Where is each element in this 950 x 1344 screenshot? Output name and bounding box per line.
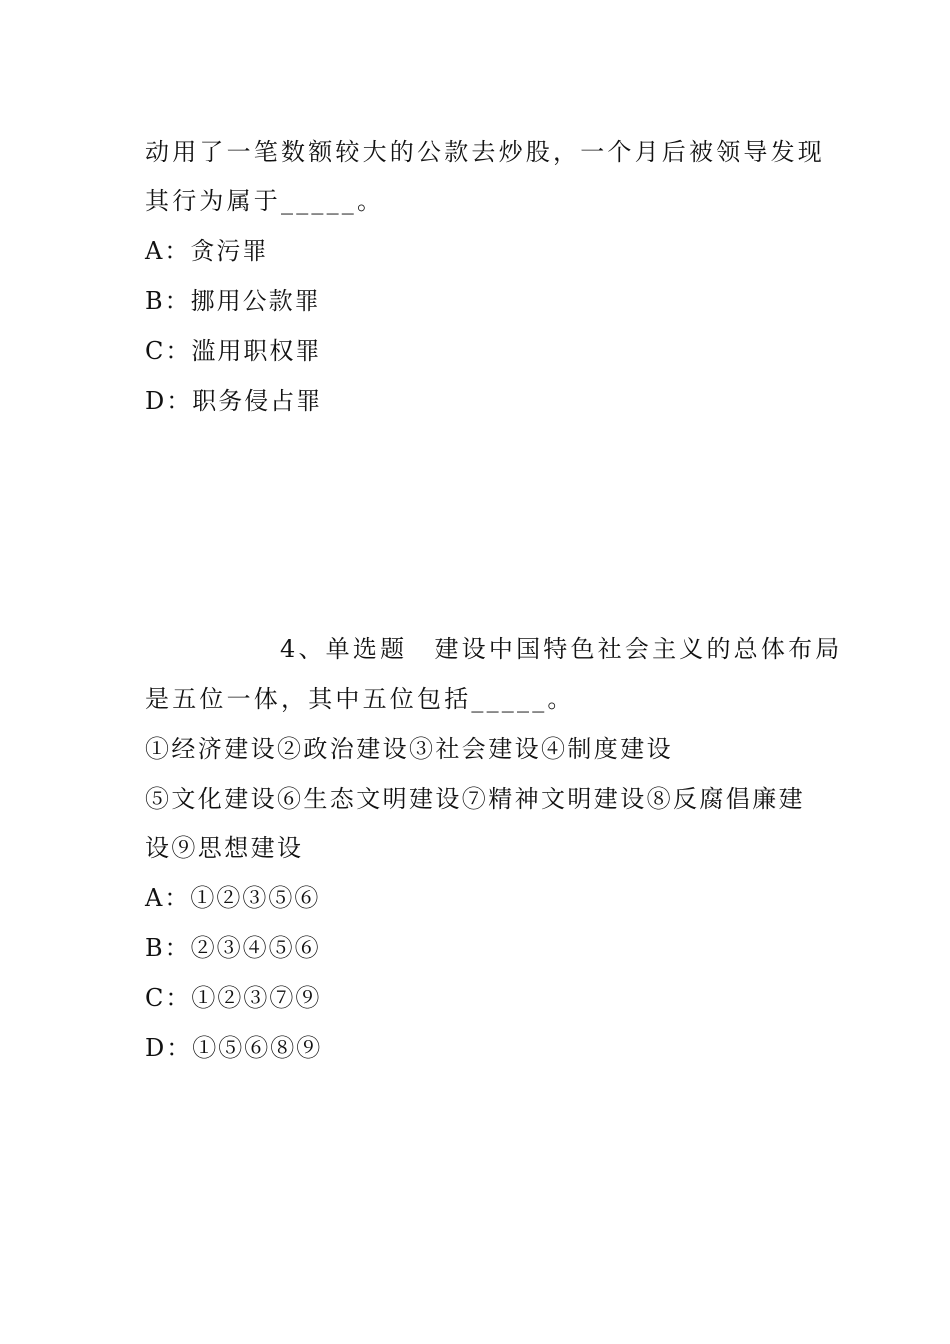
- question-4-text-line-4: 设⑨思想建设: [145, 834, 304, 862]
- question-4-option-c: C：①②③⑦⑨: [145, 984, 322, 1012]
- question-3-option-b: B：挪用公款罪: [145, 287, 321, 315]
- question-3-option-a: A：贪污罪: [145, 237, 269, 265]
- question-4-text-line-3: ⑤文化建设⑥生态文明建设⑦精神文明建设⑧反腐倡廉建: [145, 785, 805, 813]
- question-4-option-d: D：①⑤⑥⑧⑨: [145, 1034, 323, 1062]
- question-3-text-line-1: 动用了一笔数额较大的公款去炒股，一个月后被领导发现: [145, 138, 825, 166]
- question-4-option-b: B：②③④⑤⑥: [145, 934, 321, 962]
- question-3-text-line-2: 其行为属于_____。: [145, 187, 385, 215]
- question-4-text-line-1: 是五位一体，其中五位包括_____。: [145, 685, 575, 713]
- question-4-header: 4、单选题 建设中国特色社会主义的总体布局: [280, 635, 843, 663]
- question-3-option-d: D：职务侵占罪: [145, 387, 323, 415]
- question-4-option-a: A：①②③⑤⑥: [145, 884, 321, 912]
- question-3-option-c: C：滥用职权罪: [145, 337, 322, 365]
- question-4-text-line-2: ①经济建设②政治建设③社会建设④制度建设: [145, 735, 673, 763]
